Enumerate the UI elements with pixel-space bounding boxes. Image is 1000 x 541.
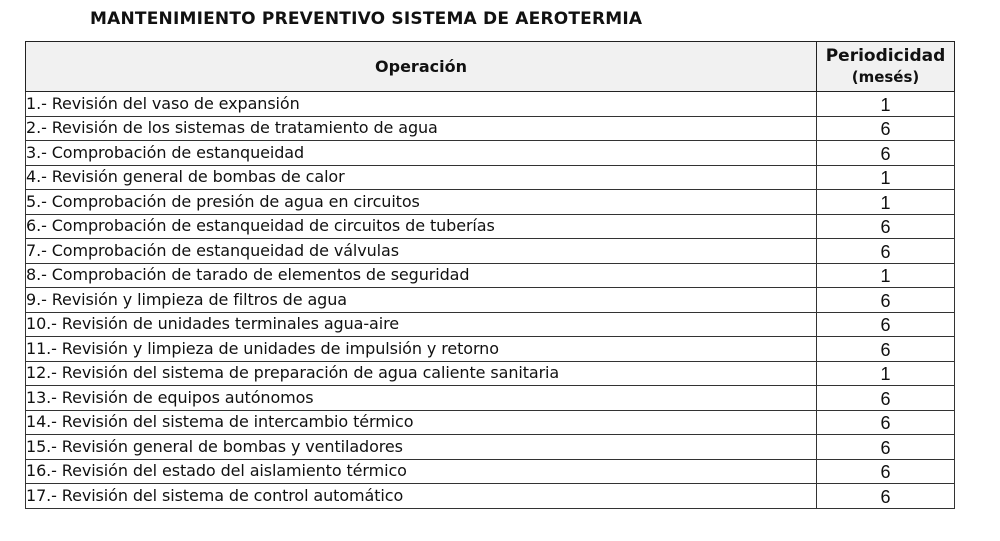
operation-cell: 11.- Revisión y limpieza de unidades de impulsión y retorno bbox=[26, 337, 817, 362]
table-row bbox=[26, 190, 955, 215]
periodicity-cell: 1 bbox=[817, 263, 955, 288]
periodicity-cell: 1 bbox=[817, 190, 955, 215]
periodicity-cell: 6 bbox=[817, 239, 955, 264]
operation-cell: 17.- Revisión del sistema de control automático bbox=[26, 484, 817, 509]
table-row bbox=[26, 214, 955, 239]
table-row bbox=[26, 312, 955, 337]
document-title: MANTENIMIENTO PREVENTIVO SISTEMA DE AEROTERMIA bbox=[90, 9, 643, 29]
operation-cell: 5.- Comprobación de presión de agua en circuitos bbox=[26, 190, 817, 215]
operation-cell: 8.- Comprobación de tarado de elementos de seguridad bbox=[26, 263, 817, 288]
table-header bbox=[26, 42, 955, 92]
header-row bbox=[26, 42, 955, 92]
periodicity-cell: 6 bbox=[817, 288, 955, 313]
periodicity-cell: 6 bbox=[817, 435, 955, 460]
operation-cell: 13.- Revisión de equipos autónomos bbox=[26, 386, 817, 411]
operation-column-header: Operación bbox=[26, 42, 817, 92]
table-row bbox=[26, 410, 955, 435]
table-row bbox=[26, 459, 955, 484]
maintenance-table bbox=[25, 41, 955, 509]
table-row bbox=[26, 116, 955, 141]
table-row bbox=[26, 263, 955, 288]
operation-cell: 15.- Revisión general de bombas y ventiladores bbox=[26, 435, 817, 460]
operation-cell: 9.- Revisión y limpieza de filtros de agua bbox=[26, 288, 817, 313]
periodicity-cell: 6 bbox=[817, 459, 955, 484]
operation-cell: 10.- Revisión de unidades terminales agua-aire bbox=[26, 312, 817, 337]
table-row bbox=[26, 141, 955, 166]
table-row bbox=[26, 386, 955, 411]
table-body bbox=[26, 92, 955, 509]
operation-cell: 1.- Revisión del vaso de expansión bbox=[26, 92, 817, 117]
table-row bbox=[26, 435, 955, 460]
periodicity-header-unit: (mesés) bbox=[851, 67, 920, 86]
table-row bbox=[26, 361, 955, 386]
periodicity-cell: 6 bbox=[817, 214, 955, 239]
table-row bbox=[26, 484, 955, 509]
periodicity-column-header bbox=[817, 42, 955, 92]
operation-cell: 14.- Revisión del sistema de intercambio térmico bbox=[26, 410, 817, 435]
periodicity-cell: 6 bbox=[817, 410, 955, 435]
table-row bbox=[26, 92, 955, 117]
table-row bbox=[26, 165, 955, 190]
operation-cell: 16.- Revisión del estado del aislamiento térmico bbox=[26, 459, 817, 484]
operation-cell: 4.- Revisión general de bombas de calor bbox=[26, 165, 817, 190]
periodicity-header-label: Periodicidad bbox=[825, 45, 946, 66]
table-row bbox=[26, 337, 955, 362]
periodicity-cell: 6 bbox=[817, 312, 955, 337]
periodicity-cell: 6 bbox=[817, 386, 955, 411]
operation-cell: 12.- Revisión del sistema de preparación de agua caliente sanitaria bbox=[26, 361, 817, 386]
operation-cell: 6.- Comprobación de estanqueidad de circuitos de tuberías bbox=[26, 214, 817, 239]
periodicity-cell: 6 bbox=[817, 484, 955, 509]
operation-cell: 2.- Revisión de los sistemas de tratamiento de agua bbox=[26, 116, 817, 141]
periodicity-cell: 6 bbox=[817, 141, 955, 166]
table-row bbox=[26, 239, 955, 264]
periodicity-cell: 6 bbox=[817, 116, 955, 141]
periodicity-cell: 6 bbox=[817, 337, 955, 362]
periodicity-cell: 1 bbox=[817, 361, 955, 386]
periodicity-cell: 1 bbox=[817, 165, 955, 190]
periodicity-cell: 1 bbox=[817, 92, 955, 117]
operation-cell: 7.- Comprobación de estanqueidad de válvulas bbox=[26, 239, 817, 264]
operation-cell: 3.- Comprobación de estanqueidad bbox=[26, 141, 817, 166]
table-row bbox=[26, 288, 955, 313]
